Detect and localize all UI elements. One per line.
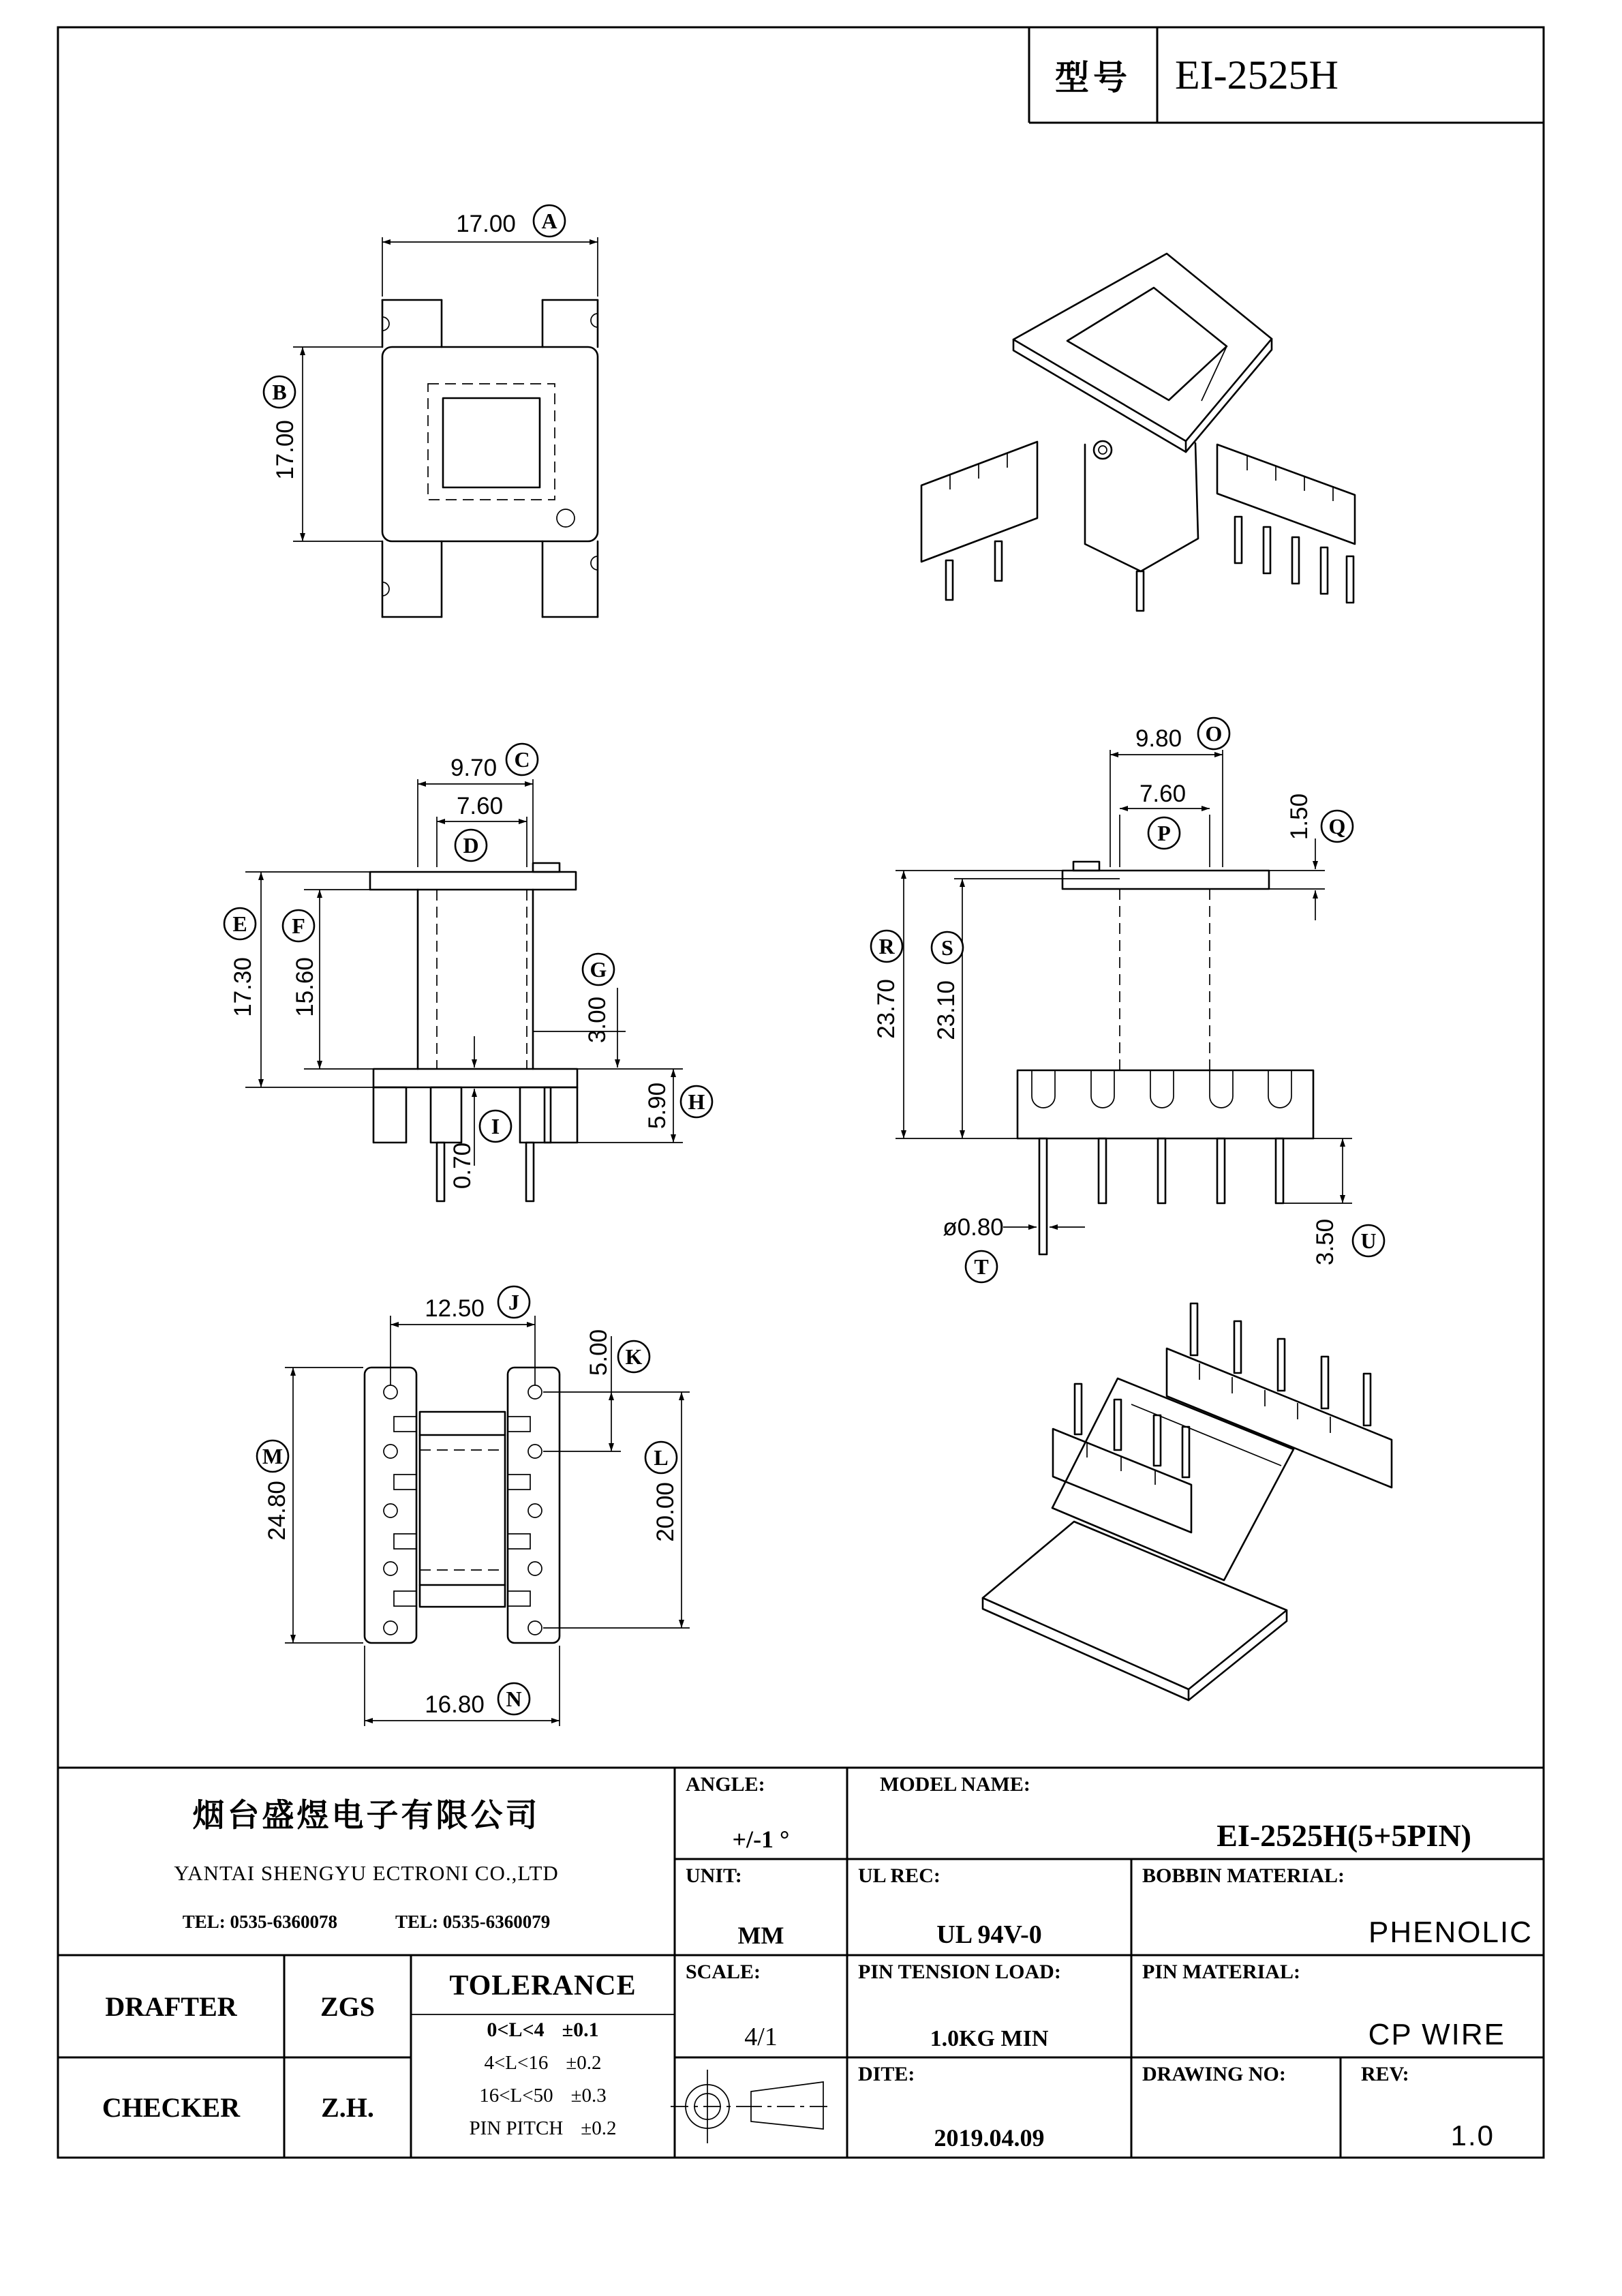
dim-j-value: 12.50 bbox=[425, 1295, 485, 1322]
svg-text:L: L bbox=[654, 1445, 669, 1470]
drafter-value: ZGS bbox=[320, 1991, 376, 2022]
date-cell bbox=[847, 2057, 1131, 2158]
dim-g-value: 3.00 bbox=[584, 996, 611, 1044]
svg-text:F: F bbox=[292, 913, 305, 938]
view-side bbox=[871, 718, 1384, 1282]
dim-h-value: 5.90 bbox=[644, 1082, 671, 1130]
checker-label-cell bbox=[58, 2057, 284, 2158]
scale-value: 4/1 bbox=[744, 2023, 778, 2051]
balloon-h bbox=[681, 1086, 712, 1117]
dim-s-value: 23.10 bbox=[933, 980, 960, 1040]
svg-text:P: P bbox=[1157, 821, 1171, 845]
tolerance-title: TOLERANCE bbox=[449, 1970, 637, 2002]
pin-material-label: PIN MATERIAL: bbox=[1142, 1961, 1300, 1983]
ul-rec-cell bbox=[847, 1859, 1131, 1955]
svg-text:C: C bbox=[514, 747, 530, 772]
model-name-cell bbox=[847, 1768, 1544, 1859]
bobbin-material-cell bbox=[1131, 1859, 1544, 1955]
drawing-no-label: DRAWING NO: bbox=[1142, 2063, 1286, 2085]
rail-slots bbox=[394, 1417, 530, 1606]
svg-text:S: S bbox=[941, 935, 953, 960]
balloon-c bbox=[506, 744, 538, 775]
svg-text:J: J bbox=[508, 1290, 519, 1314]
balloon-j bbox=[498, 1286, 530, 1318]
drafter-label-cell bbox=[58, 1955, 284, 2057]
svg-text:U: U bbox=[1360, 1228, 1377, 1253]
balloon-k bbox=[618, 1341, 649, 1372]
rev-value: 1.0 bbox=[1450, 2119, 1495, 2151]
model-box-label: 型号 bbox=[1055, 59, 1131, 97]
balloon-s bbox=[932, 932, 963, 963]
dim-k-value: 5.00 bbox=[585, 1329, 612, 1376]
company-tel-1: TEL: 0535-6360078 bbox=[182, 1912, 337, 1933]
view-front bbox=[224, 744, 712, 1201]
svg-text:D: D bbox=[463, 833, 479, 858]
scale-label: SCALE: bbox=[686, 1961, 761, 1983]
pin-material-cell bbox=[1131, 1955, 1544, 2057]
balloon-o bbox=[1198, 718, 1229, 749]
company-name-cn: 烟台盛煜电子有限公司 bbox=[192, 1798, 540, 1834]
balloon-u bbox=[1353, 1225, 1384, 1256]
company-cell bbox=[58, 1768, 675, 1955]
balloon-e bbox=[224, 908, 256, 939]
dim-q-value: 1.50 bbox=[1286, 793, 1313, 841]
pin-tension-label: PIN TENSION LOAD: bbox=[858, 1961, 1061, 1983]
svg-text:T: T bbox=[974, 1254, 989, 1279]
balloon-t bbox=[966, 1251, 997, 1282]
dim-o-value: 9.80 bbox=[1135, 725, 1182, 752]
dim-e-value: 17.30 bbox=[230, 957, 256, 1017]
view-top bbox=[264, 205, 598, 617]
model-box-label-cell bbox=[1029, 27, 1157, 123]
svg-text:O: O bbox=[1205, 721, 1223, 746]
model-name-value: EI-2525H(5+5PIN) bbox=[1216, 1818, 1471, 1853]
pin-tension-value: 1.0KG MIN bbox=[930, 2026, 1049, 2051]
model-box-value-cell bbox=[1157, 27, 1544, 123]
drafter-value-cell bbox=[284, 1955, 411, 2057]
tolerance-cell bbox=[411, 1955, 675, 2158]
view-bottom bbox=[257, 1286, 690, 1726]
balloon-n bbox=[498, 1683, 530, 1715]
dim-p-value: 7.60 bbox=[1139, 781, 1187, 807]
tolerance-row: PIN PITCH ±0.2 bbox=[469, 2117, 617, 2139]
balloon-d bbox=[455, 830, 487, 861]
balloon-m bbox=[257, 1440, 288, 1472]
pin-holes bbox=[384, 1385, 542, 1635]
svg-text:E: E bbox=[232, 911, 247, 936]
balloon-f bbox=[283, 910, 314, 941]
svg-text:R: R bbox=[878, 934, 895, 958]
dim-t-value: ø0.80 bbox=[943, 1214, 1004, 1241]
svg-text:B: B bbox=[272, 380, 287, 404]
dim-a-value: 17.00 bbox=[456, 211, 516, 237]
svg-text:A: A bbox=[541, 209, 557, 233]
company-name-en: YANTAI SHENGYU ECTRONI CO.,LTD bbox=[174, 1861, 559, 1886]
dim-d-value: 7.60 bbox=[456, 793, 504, 819]
balloon-i bbox=[480, 1111, 511, 1142]
ul-rec-value: UL 94V-0 bbox=[936, 1920, 1042, 1949]
svg-text:H: H bbox=[688, 1089, 705, 1114]
balloon-g bbox=[583, 954, 614, 985]
dim-r-value: 23.70 bbox=[873, 979, 900, 1039]
date-label: DITE: bbox=[858, 2063, 915, 2085]
dim-l-value: 20.00 bbox=[652, 1482, 679, 1542]
tolerance-row: 16<L<50 ±0.3 bbox=[479, 2085, 607, 2106]
dim-b-value: 17.00 bbox=[272, 420, 299, 480]
model-name-label: MODEL NAME: bbox=[880, 1773, 1030, 1796]
ul-rec-label: UL REC: bbox=[858, 1864, 940, 1887]
pin-tension-cell bbox=[847, 1955, 1131, 2057]
scale-cell bbox=[675, 1955, 847, 2057]
iso-view-top bbox=[921, 254, 1355, 611]
drafter-label: DRAFTER bbox=[105, 1991, 237, 2022]
dim-m-value: 24.80 bbox=[264, 1481, 290, 1541]
balloon-l bbox=[645, 1442, 677, 1473]
rev-cell bbox=[1341, 2057, 1544, 2158]
bobbin-material-label: BOBBIN MATERIAL: bbox=[1142, 1864, 1345, 1887]
dim-u-value: 3.50 bbox=[1312, 1218, 1338, 1266]
svg-text:Q: Q bbox=[1328, 814, 1346, 839]
balloon-q bbox=[1321, 811, 1353, 842]
unit-label: UNIT: bbox=[686, 1864, 742, 1887]
svg-text:K: K bbox=[625, 1344, 643, 1369]
rev-label: REV: bbox=[1361, 2063, 1409, 2085]
tolerance-row: 4<L<16 ±0.2 bbox=[484, 2052, 602, 2074]
iso-view-bottom bbox=[983, 1303, 1392, 1700]
svg-text:N: N bbox=[506, 1687, 522, 1711]
company-tel-2: TEL: 0535-6360079 bbox=[395, 1912, 551, 1933]
unit-cell bbox=[675, 1859, 847, 1955]
pin-material-value: CP WIRE bbox=[1368, 2018, 1505, 2051]
pin-comb-teeth bbox=[1032, 1070, 1291, 1108]
dim-c-value: 9.70 bbox=[450, 755, 498, 781]
dim-n-value: 16.80 bbox=[425, 1691, 485, 1718]
balloon-p bbox=[1148, 817, 1180, 849]
dim-f-value: 15.60 bbox=[292, 957, 318, 1017]
checker-label: CHECKER bbox=[102, 2092, 241, 2123]
drawing-no-cell bbox=[1131, 2057, 1341, 2158]
angle-cell bbox=[675, 1768, 847, 1859]
svg-text:I: I bbox=[491, 1114, 500, 1138]
angle-label: ANGLE: bbox=[686, 1773, 765, 1796]
angle-value: +/-1 ° bbox=[732, 1826, 790, 1853]
unit-value: MM bbox=[737, 1922, 784, 1949]
bobbin-material-value: PHENOLIC bbox=[1368, 1916, 1533, 1949]
balloon-b bbox=[264, 376, 295, 408]
projection-symbol-icon bbox=[671, 2070, 831, 2143]
balloon-r bbox=[871, 931, 902, 962]
tolerance-row: 0<L<4 ±0.1 bbox=[487, 2019, 599, 2041]
date-value: 2019.04.09 bbox=[934, 2124, 1045, 2151]
svg-text:M: M bbox=[262, 1444, 284, 1468]
balloon-a bbox=[534, 205, 565, 237]
svg-text:G: G bbox=[590, 957, 607, 982]
dim-i-value: 0.70 bbox=[449, 1142, 476, 1190]
model-number: EI-2525H bbox=[1175, 52, 1338, 97]
checker-value: Z.H. bbox=[321, 2092, 374, 2123]
checker-value-cell bbox=[284, 2057, 411, 2158]
